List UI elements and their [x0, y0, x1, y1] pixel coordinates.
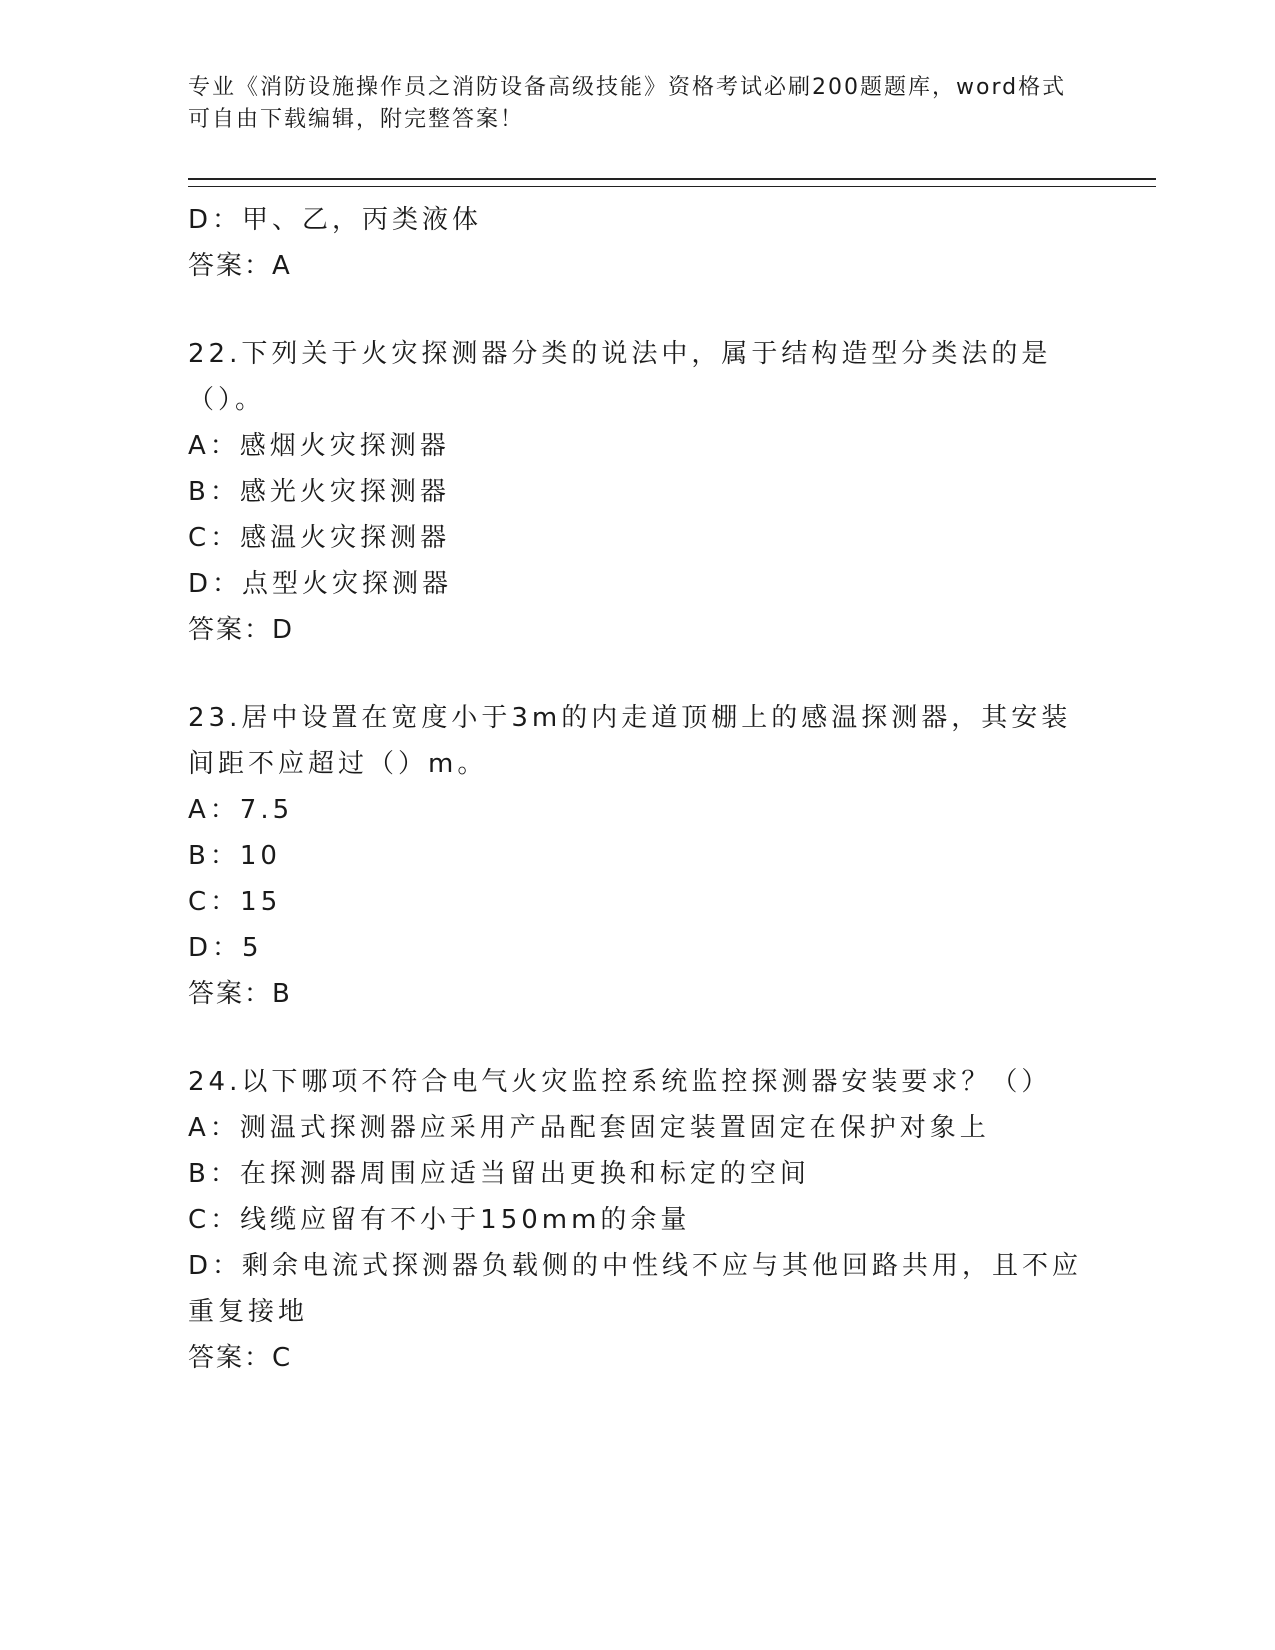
answer-line: 答案：C — [188, 1343, 293, 1373]
question-22 — [188, 331, 1150, 653]
option-d: D：5 — [188, 933, 263, 963]
option-b: B：感光火灾探测器 — [188, 477, 450, 507]
document-header: 专业《消防设施操作员之消防设备高级技能》资格考试必刷200题题库，word格式可自由下载编辑，附完整答案！ — [188, 75, 1067, 132]
question-stem: 22.下列关于火灾探测器分类的说法中，属于结构造型分类法的是（）。 — [188, 339, 1052, 415]
option-c: C：感温火灾探测器 — [188, 523, 451, 553]
option-b: B：在探测器周围应适当留出更换和标定的空间 — [188, 1159, 810, 1189]
option-a: A：感烟火灾探测器 — [188, 431, 450, 461]
answer-line: 答案：B — [188, 979, 292, 1009]
question-stem: 24.以下哪项不符合电气火灾监控系统监控探测器安装要求？（） — [188, 1067, 1052, 1097]
option-d: D：剩余电流式探测器负载侧的中性线不应与其他回路共用，且不应重复接地 — [188, 1251, 1083, 1327]
answer-line: 答案：A — [188, 251, 292, 281]
option-b: B：10 — [188, 841, 281, 871]
option-d: D：甲、乙，丙类液体 — [188, 205, 483, 235]
question-24 — [188, 1059, 1150, 1381]
document-page — [188, 72, 1150, 1381]
option-c: C：线缆应留有不小于150mm的余量 — [188, 1205, 691, 1235]
option-d: D：点型火灾探测器 — [188, 569, 453, 599]
option-a: A：7.5 — [188, 795, 294, 825]
option-c: C：15 — [188, 887, 282, 917]
answer-line: 答案：D — [188, 615, 295, 645]
question-23 — [188, 695, 1150, 1017]
option-a: A：测温式探测器应采用产品配套固定装置固定在保护对象上 — [188, 1113, 990, 1143]
header-divider — [188, 178, 1156, 187]
question-stem: 23.居中设置在宽度小于3m的内走道顶棚上的感温探测器，其安装间距不应超过（）m。 — [188, 703, 1072, 779]
prev-question-tail — [188, 197, 1150, 289]
